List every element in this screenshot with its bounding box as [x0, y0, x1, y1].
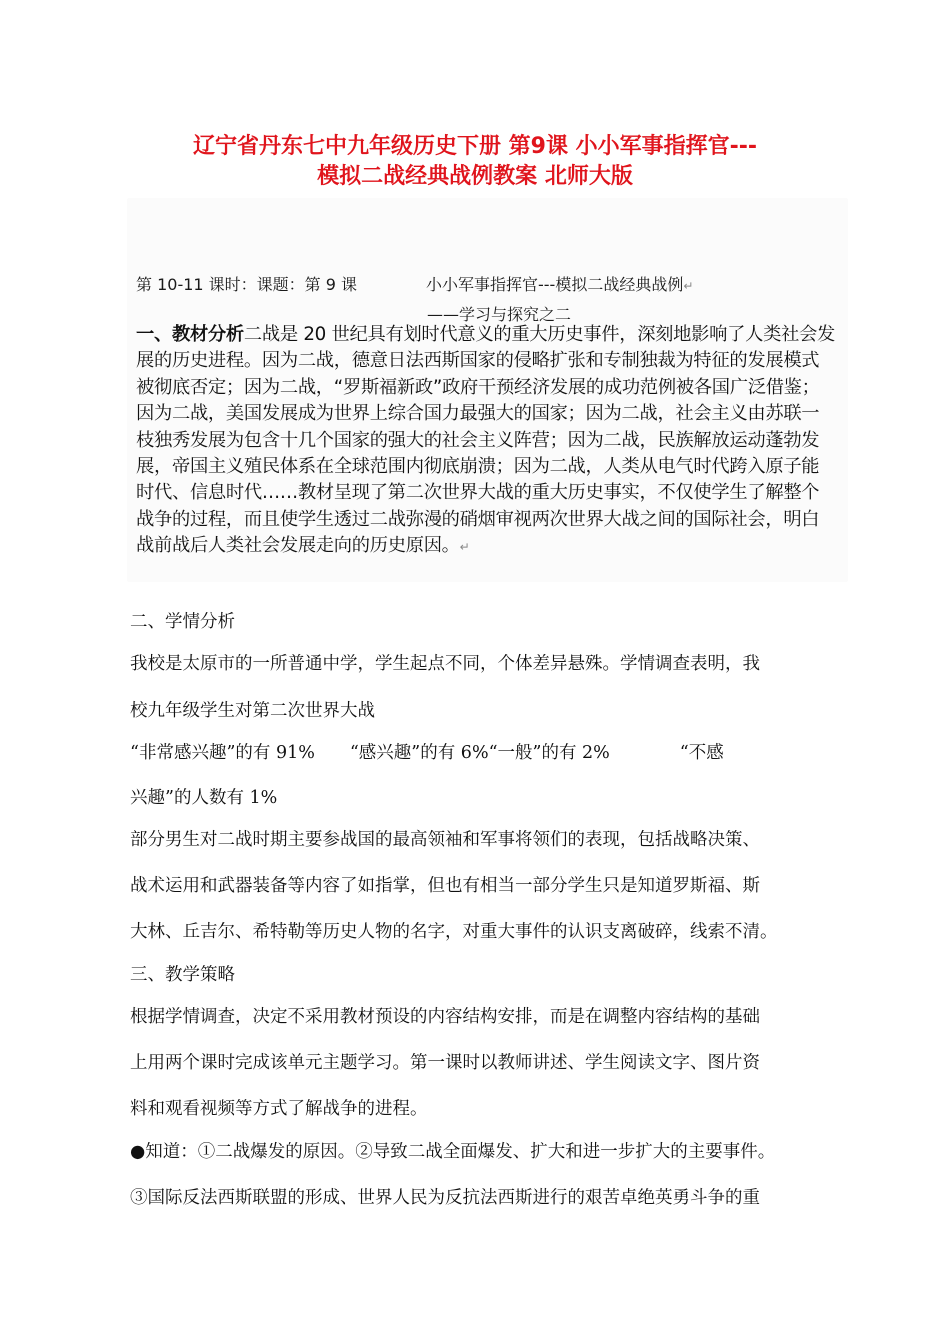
title-line-1: 辽宁省丹东七中九年级历史下册 第9课 小小军事指挥官--- — [192, 134, 758, 159]
section-label: 一、教材分析 — [136, 324, 244, 345]
textbook-analysis-paragraph — [136, 322, 836, 561]
body-line: 上用两个课时完成该单元主题学习。第一课时以教师讲述、学生阅读文字、图片资 — [130, 1053, 760, 1073]
body-line: 战术运用和武器装备等内容了如指掌，但也有相当一部分学生只是知道罗斯福、斯 — [130, 876, 760, 896]
body-line: 部分男生对二战时期主要参战国的最高领袖和军事将领们的表现，包括战略决策、 — [130, 830, 760, 850]
survey-results-line: 兴趣”的人数有 1% — [130, 788, 278, 808]
lesson-topic: 小小军事指挥官---模拟二战经典战例↵ — [426, 275, 694, 294]
body-line: 大林、丘吉尔、希特勒等历史人物的名字，对重大事件的认识支离破碎，线索不清。 — [130, 922, 778, 942]
body-line: 料和观看视频等方式了解战争的进程。 — [130, 1099, 428, 1119]
body-line: 我校是太原市的一所普通中学，学生起点不同，个体差异悬殊。学情调查表明，我 — [130, 654, 760, 674]
section-heading-student-analysis: 二、学情分析 — [130, 612, 235, 632]
lesson-subtitle: ——学习与探究之二 — [427, 305, 572, 324]
document-title — [60, 132, 890, 192]
body-line: 根据学情调查，决定不采用教材预设的内容结构安排，而是在调整内容结构的基础 — [130, 1007, 760, 1027]
title-line-2: 模拟二战经典战例教案 北师大版 — [317, 164, 633, 189]
lesson-header — [136, 272, 694, 295]
paragraph-end-mark-icon: ↵ — [459, 540, 470, 555]
objective-line: ●知道：①二战爆发的原因。②导致二战全面爆发、扩大和进一步扩大的主要事件。 — [130, 1142, 776, 1162]
survey-results-line: “非常感兴趣”的有 91% “感兴趣”的有 6%“一般”的有 2% “不感 — [130, 743, 724, 763]
analysis-text: 二战是 20 世纪具有划时代意义的重大历史事件，深刻地影响了人类社会发展的历史进程。因为二战，德意日法西斯国家的侵略扩张和专制独裁为特征的发展模式被彻底否定；因为二战，“罗斯福新政”政府干预经济发展的成功范例被各国广泛借鉴；因为二战，美国发展成为世界上综合国力最强大的国家；因为二战，社会主义由苏联一枝独秀发展为包含十几个国家的强大的社会主义阵营；因为二战，民族解放运动蓬勃发展，帝国主义殖民体系在全球范围内彻底崩溃；因为二战，人类从电气时代跨入原子能时代、信息时代……教材呈现了第二次世界大战的重大历史事实，不仅使学生了解整个战争的过程，而且使学生透过二战弥漫的硝烟审视两次世界大战之间的国际社会，明白战前战后人类社会发展走向的历史原因。 — [136, 324, 835, 557]
lesson-period-label: 第 10-11 课时：课题：第 9 课 — [136, 275, 358, 294]
paragraph-mark-icon: ↵ — [683, 279, 694, 293]
section-heading-teaching-strategy: 三、教学策略 — [130, 965, 235, 985]
scanned-textbook-excerpt — [127, 198, 848, 582]
body-line: 校九年级学生对第二次世界大战 — [130, 701, 375, 721]
objective-line: ③国际反法西斯联盟的形成、世界人民为反抗法西斯进行的艰苦卓绝英勇斗争的重 — [130, 1188, 760, 1208]
